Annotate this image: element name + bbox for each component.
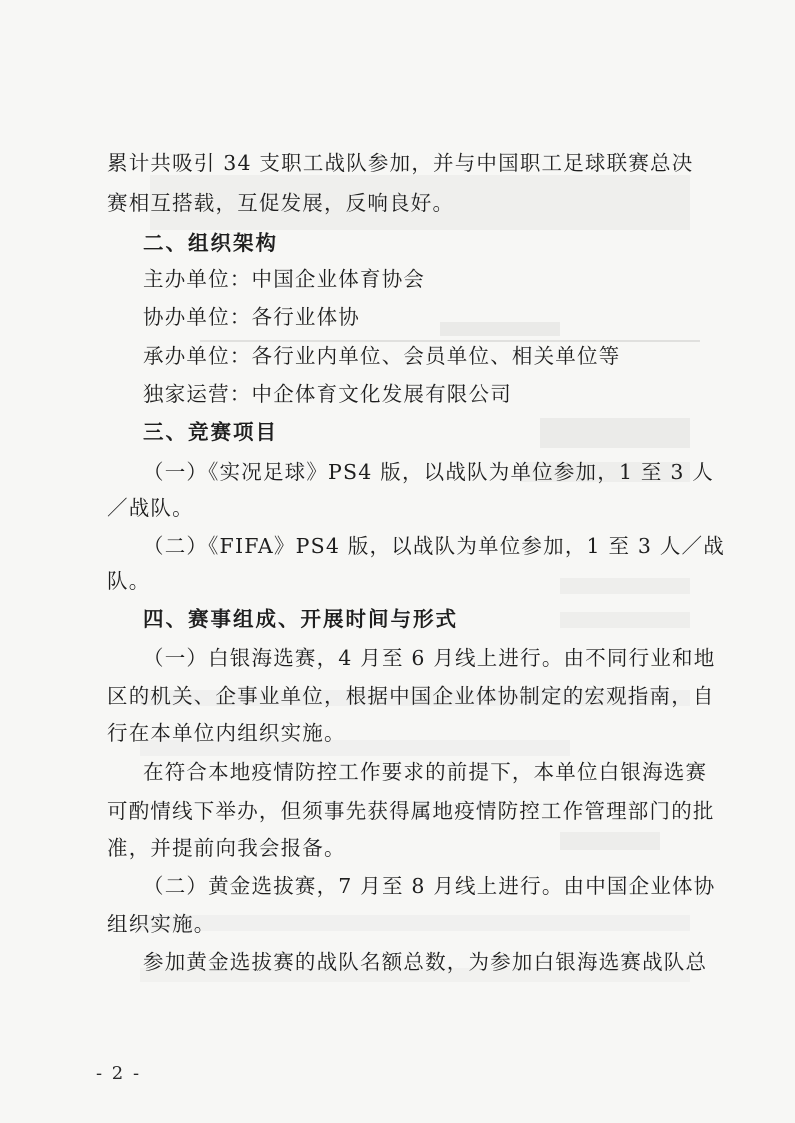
section-heading: 二、组织架构 (143, 231, 278, 255)
paragraph-line: （一）白银海选赛，4 月至 6 月线上进行。由不同行业和地 (143, 646, 716, 670)
section-heading: 四、赛事组成、开展时间与形式 (143, 607, 458, 631)
section-heading: 三、竞赛项目 (143, 420, 278, 444)
paragraph-line: 承办单位：各行业内单位、会员单位、相关单位等 (143, 344, 621, 368)
paragraph-line: 行在本单位内组织实施。 (107, 721, 346, 745)
paragraph-line: 区的机关、企事业单位，根据中国企业体协制定的宏观指南，自 (107, 684, 715, 708)
paragraph-line: ／战队。 (107, 496, 194, 520)
paragraph-line: 队。 (107, 569, 151, 593)
paragraph-line: 参加黄金选拔赛的战队名额总数，为参加白银海选赛战队总 (143, 950, 708, 974)
paragraph-line: 主办单位：中国企业体育协会 (143, 267, 426, 291)
paragraph-line: 赛相互搭载，互促发展，反响良好。 (107, 191, 455, 215)
paragraph-line: 累计共吸引 34 支职工战队参加，并与中国职工足球联赛总决 (107, 151, 694, 175)
paragraph-line: 准，并提前向我会报备。 (107, 836, 346, 860)
paragraph-line: 组织实施。 (107, 912, 216, 936)
paragraph-line: （二）黄金选拔赛，7 月至 8 月线上进行。由中国企业体协 (143, 874, 716, 898)
paragraph-line: 独家运营：中企体育文化发展有限公司 (143, 382, 512, 406)
paragraph-line: 在符合本地疫情防控工作要求的前提下，本单位白银海选赛 (143, 760, 708, 784)
paragraph-line: 协办单位：各行业体协 (143, 305, 360, 329)
paragraph-line: （一）《实况足球》PS4 版，以战队为单位参加，1 至 3 人 (143, 460, 714, 484)
page-number: - 2 - (96, 1063, 142, 1084)
paragraph-line: （二）《FIFA》PS4 版，以战队为单位参加，1 至 3 人／战 (143, 534, 725, 558)
paragraph-line: 可酌情线下举办，但须事先获得属地疫情防控工作管理部门的批 (107, 799, 715, 823)
